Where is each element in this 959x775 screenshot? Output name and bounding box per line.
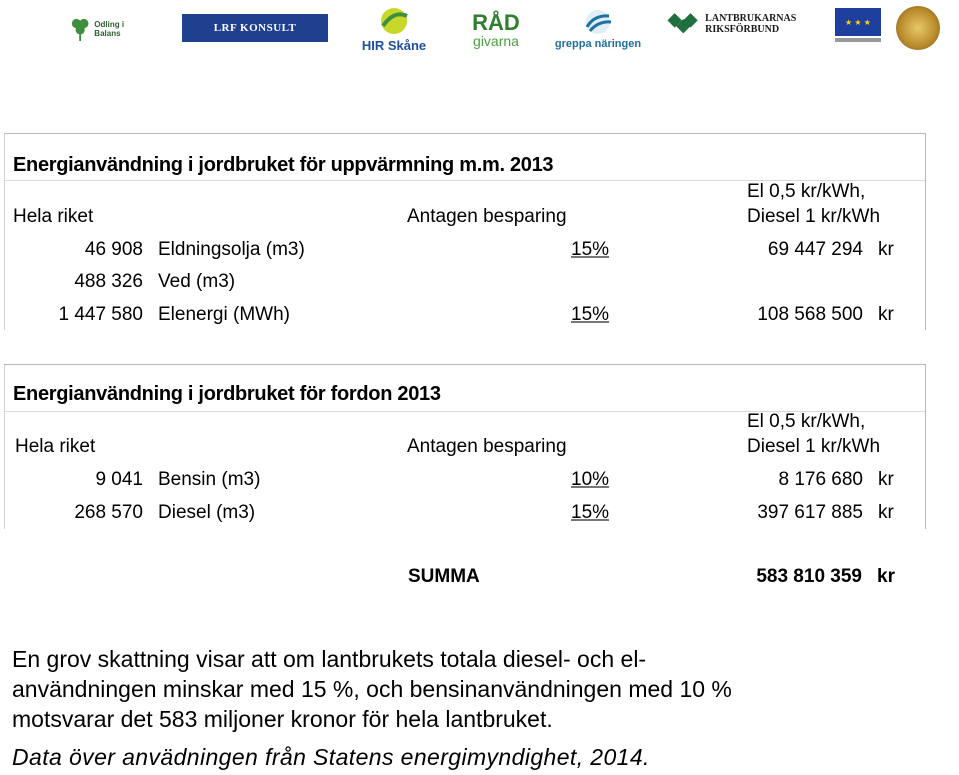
hir-skane-logo (348, 4, 440, 54)
table-row-qty: 268 570 (74, 502, 143, 523)
source-note: Data över anvädningen från Statens energimyndighet, 2014. (12, 744, 650, 770)
table-row-unit: kr (878, 304, 894, 325)
table-row-label: Ved (m3) (158, 271, 236, 292)
radgivarna-logo-text-1: RÅD (472, 10, 520, 35)
table-row-amount: 69 447 294 (767, 239, 863, 260)
col-header-saving: Antagen besparing (407, 206, 567, 227)
col-header-price-1: El 0,5 kr/kWh, (747, 411, 866, 432)
gold-seal-icon (896, 6, 940, 50)
table-row-amount: 108 568 500 (757, 304, 863, 325)
lrf-logo-text: LANTBRUKARNAS RIKSFÖRBUND (705, 13, 797, 35)
lrf-logo (666, 6, 826, 42)
table-vehicles-title: Energianvändning i jordbruket för fordon 2013 (13, 383, 441, 405)
table-row-label: Elenergi (MWh) (158, 304, 290, 325)
table-row-unit: kr (878, 239, 894, 260)
odling-logo-text: Odling i Balans (94, 20, 125, 38)
table-row-qty: 46 908 (84, 239, 143, 260)
hir-logo-text: HIR Skåne (361, 37, 427, 53)
col-header-region: Hela riket (15, 436, 96, 457)
eu-fine-print (835, 38, 881, 42)
table-row-label: Diesel (m3) (158, 502, 256, 523)
col-header-region: Hela riket (13, 206, 94, 227)
table-row-qty: 488 326 (74, 271, 143, 292)
table-row-unit: kr (878, 502, 894, 523)
lrf-konsult-logo (182, 14, 328, 42)
col-header-saving: Antagen besparing (407, 436, 567, 457)
eu-flag-logo (834, 6, 882, 44)
summa-unit: kr (877, 566, 895, 587)
clover-icon (70, 16, 90, 42)
summa-amount: 583 810 359 (756, 566, 862, 587)
lrf-diamond-icon (666, 7, 699, 41)
odling-i-balans-logo (70, 14, 148, 44)
summa-label: SUMMA (408, 566, 480, 587)
gold-seal-logo (892, 6, 944, 50)
table-row-qty: 9 041 (95, 469, 143, 490)
table-row-qty: 1 447 580 (58, 304, 143, 325)
col-header-price-2: Diesel 1 kr/kWh (747, 436, 881, 457)
table-row-pct: 15% (571, 502, 610, 523)
greppa-logo-text: greppa näringen (554, 37, 642, 50)
col-header-price-1: El 0,5 kr/kWh, (747, 181, 866, 202)
summary-paragraph (12, 644, 957, 734)
table-row-pct: 15% (571, 239, 610, 260)
table-row-unit: kr (878, 469, 894, 490)
table-row-pct: 15% (571, 304, 610, 325)
table-row-label: Eldningsolja (m3) (158, 239, 305, 260)
table-row-amount: 8 176 680 (778, 469, 863, 490)
greppa-wave-icon (580, 9, 616, 35)
table-heating (4, 133, 926, 330)
summary-line-1: En grov skattning visar att om lantbrukets totala diesel- och el- (12, 646, 647, 672)
lrf-konsult-logo-text: LRF KONSULT (213, 22, 297, 34)
table-vehicles (4, 364, 926, 529)
hir-swoosh-icon (377, 6, 411, 36)
table-row-pct: 10% (571, 469, 610, 490)
col-header-price-2: Diesel 1 kr/kWh (747, 206, 881, 227)
summary-line-3: motsvarar det 583 miljoner kronor för hela lantbruket. (12, 706, 553, 732)
table-row-amount: 397 617 885 (757, 502, 863, 523)
radgivarna-logo (456, 8, 536, 52)
summary-line-2: användningen minskar med 15 %, och bensinanvändningen med 10 % (12, 676, 732, 702)
greppa-naringen-logo (546, 6, 650, 52)
table-heating-title: Energianvändning i jordbruket för uppvärmning m.m. 2013 (13, 154, 554, 176)
radgivarna-logo-text-2: givarna (473, 33, 519, 49)
logo-bar (0, 0, 959, 60)
eu-stars-icon: ★ ★ ★ (835, 8, 881, 36)
table-row-label: Bensin (m3) (158, 469, 261, 490)
